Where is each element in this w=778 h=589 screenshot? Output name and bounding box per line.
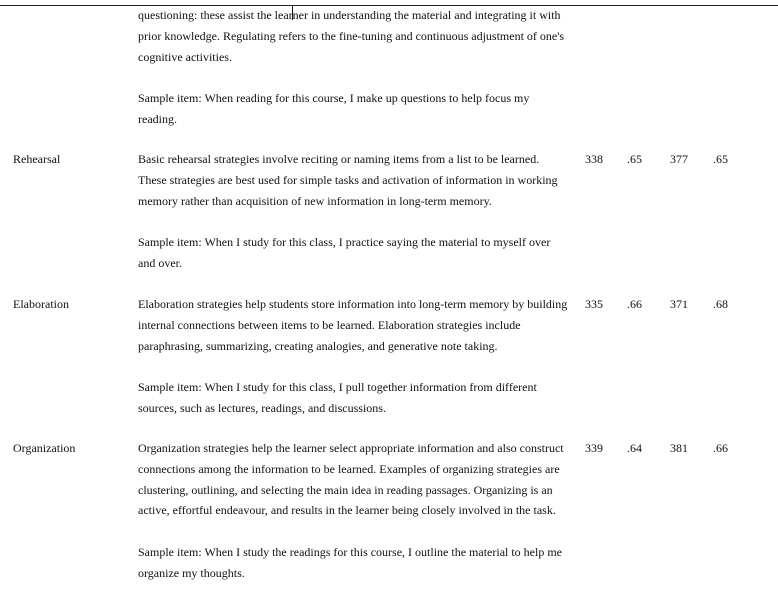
description-line: active, effortful endeavour, and results in the learner being closely involved in the task. bbox=[138, 503, 556, 518]
intro-line: prior knowledge. Regulating refers to the fine-tuning and continuous adjustment of one's bbox=[138, 28, 565, 43]
value-cell: .66 bbox=[713, 441, 728, 455]
intro-sample-line: reading. bbox=[138, 111, 177, 126]
description-line: paraphrasing, summarizing, creating analogies, and generative note taking. bbox=[138, 338, 498, 353]
sample-line: Sample item: When I study the readings for this course, I outline the material to help me bbox=[138, 545, 563, 559]
value-cell: .64 bbox=[627, 441, 642, 455]
row-label-organization: Organization bbox=[13, 441, 76, 455]
intro-sample-item bbox=[138, 88, 578, 130]
description-rehearsal bbox=[138, 149, 578, 211]
value-cell: 381 bbox=[670, 441, 688, 455]
description-line: clustering, outlining, and selecting the main idea in reading passages. Organizing is an bbox=[138, 482, 553, 497]
row-label-elaboration: Elaboration bbox=[13, 297, 69, 311]
value-cell: 338 bbox=[585, 152, 603, 166]
sample-item-organization bbox=[138, 542, 578, 584]
value-cell: .65 bbox=[713, 152, 728, 166]
description-line: internal connections between items to be learned. Elaboration strategies include bbox=[138, 317, 521, 332]
sample-line: and over. bbox=[138, 255, 182, 270]
sample-line: Sample item: When I study for this class, I pull together information from different bbox=[138, 380, 537, 394]
value-cell: 339 bbox=[585, 441, 603, 455]
row-label-rehearsal: Rehearsal bbox=[13, 152, 61, 166]
intro-line: questioning: these assist the learner in understanding the material and integrating it with bbox=[138, 8, 561, 22]
value-cell: .65 bbox=[627, 152, 642, 166]
sample-line: organize my thoughts. bbox=[138, 565, 245, 580]
sample-item-elaboration bbox=[138, 377, 578, 419]
sample-item-rehearsal bbox=[138, 232, 578, 274]
description-line: Organization strategies help the learner select appropriate information and also construct bbox=[138, 441, 564, 455]
intro-line: cognitive activities. bbox=[138, 49, 232, 64]
description-elaboration bbox=[138, 294, 578, 356]
value-cell: .68 bbox=[713, 297, 728, 311]
description-organization bbox=[138, 438, 578, 521]
value-cell: 377 bbox=[670, 152, 688, 166]
intro-paragraph bbox=[138, 5, 578, 67]
description-line: Elaboration strategies help students store information into long-term memory by building bbox=[138, 297, 568, 311]
value-cell: .66 bbox=[627, 297, 642, 311]
sample-line: Sample item: When I study for this class, I practice saying the material to myself over bbox=[138, 235, 551, 249]
description-line: connections among the information to be learned. Examples of organizing strategies are bbox=[138, 461, 560, 476]
intro-sample-line: Sample item: When reading for this course, I make up questions to help focus my bbox=[138, 91, 530, 105]
description-line: memory rather than acquisition of new information in long-term memory. bbox=[138, 193, 492, 208]
sample-line: sources, such as lectures, readings, and discussions. bbox=[138, 400, 386, 415]
value-cell: 335 bbox=[585, 297, 603, 311]
description-line: These strategies are best used for simple tasks and activation of information in working bbox=[138, 172, 558, 187]
value-cell: 371 bbox=[670, 297, 688, 311]
description-line: Basic rehearsal strategies involve reciting or naming items from a list to be learned. bbox=[138, 152, 540, 166]
